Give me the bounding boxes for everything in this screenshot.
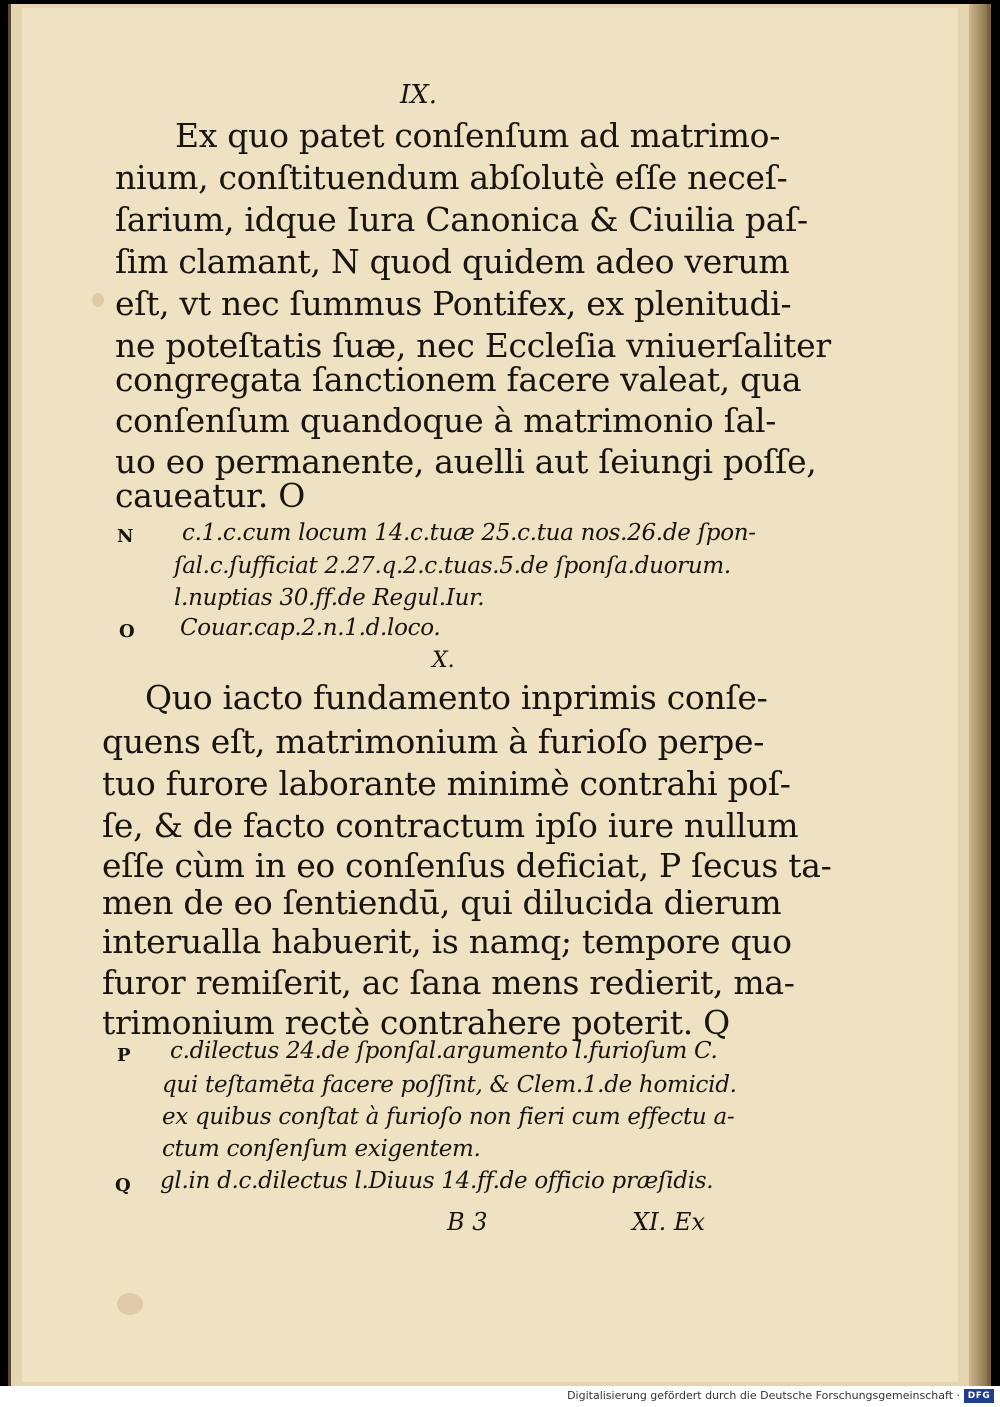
footnote-line: qui teſtamēta facere poſſint, & Clem.1.de homicid. bbox=[162, 1072, 737, 1098]
footnote-marker-o: O bbox=[119, 621, 135, 642]
dfg-logo: DFG bbox=[964, 1389, 994, 1403]
body-line: congregata ſanctionem facere valeat, qua bbox=[115, 360, 802, 399]
footnote-marker-q: Q bbox=[115, 1175, 131, 1196]
body-line: quens eſt, matrimonium à furioſo perpe- bbox=[102, 722, 765, 761]
body-line: tuo furore laborante minimè contrahi poſ- bbox=[102, 764, 791, 803]
body-line: ſe, & de facto contractum ipſo iure nullum bbox=[102, 806, 799, 845]
credit-text: Digitalisierung gefördert durch die Deutsche Forschungsgemeinschaft · bbox=[567, 1389, 960, 1402]
footnote-marker-n: N bbox=[117, 526, 134, 547]
footnote-line: c.dilectus 24.de ſponſal.argumento l.furioſum C. bbox=[170, 1038, 718, 1064]
section-heading-x: X. bbox=[432, 648, 455, 673]
credit-bar bbox=[0, 1386, 1000, 1407]
body-line: ſim clamant, N quod quidem adeo verum bbox=[115, 242, 790, 281]
footnote-line: ctum conſenſum exigentem. bbox=[162, 1136, 481, 1162]
footnote-line: c.1.c.cum locum 14.c.tuæ 25.c.tua nos.26.de ſpon- bbox=[182, 520, 756, 546]
footnote-line: ſal.c.ſufficiat 2.27.q.2.c.tuas.5.de ſponſa.duorum. bbox=[174, 553, 731, 579]
footnote-line: l.nuptias 30.ff.de Regul.Iur. bbox=[174, 585, 485, 611]
body-line: furor remiſerit, ac ſana mens redierit, ma- bbox=[102, 963, 795, 1002]
body-line: interualla habuerit, is namq; tempore quo bbox=[102, 922, 792, 961]
body-line: conſenſum quandoque à matrimonio ſal- bbox=[115, 401, 777, 440]
footnote-line: gl.in d.c.dilectus l.Diuus 14.ff.de officio præſidis. bbox=[160, 1168, 714, 1194]
body-line: eſt, vt nec ſummus Pontifex, ex plenitudi- bbox=[115, 284, 792, 323]
footnote-line: ex quibus conſtat à furioſo non fieri cum effectu a- bbox=[162, 1104, 735, 1130]
section-heading-ix: IX. bbox=[400, 80, 438, 110]
body-line: Ex quo patet conſenſum ad matrimo- bbox=[175, 116, 781, 155]
body-line: ſarium, idque Iura Canonica & Ciuilia paſ- bbox=[115, 200, 808, 239]
paper-stain bbox=[92, 293, 104, 307]
body-line: caueatur. O bbox=[115, 476, 306, 515]
body-line: Quo iacto fundamento inprimis conſe- bbox=[145, 678, 768, 717]
signature-mark: B 3 bbox=[447, 1208, 488, 1236]
body-line: eſſe cùm in eo conſenſus deficiat, P ſecus ta- bbox=[102, 846, 832, 885]
body-line: ne poteſtatis ſuæ, nec Eccleſia vniuerſaliter bbox=[115, 326, 831, 365]
catchword: XI. Ex bbox=[632, 1208, 705, 1236]
body-line: nium, conſtituendum abſolutè eſſe neceſ- bbox=[115, 158, 788, 197]
footnote-marker-p: P bbox=[117, 1045, 131, 1066]
book-page bbox=[22, 8, 958, 1382]
body-line: men de eo ſentiendū, qui dilucida dierum bbox=[102, 883, 782, 922]
footnote-line: Couar.cap.2.n.1.d.loco. bbox=[180, 615, 441, 641]
body-line: uo eo permanente, auelli aut ſeiungi poſſe, bbox=[115, 442, 817, 481]
body-line: trimonium rectè contrahere poterit. Q bbox=[102, 1003, 730, 1042]
page-gutter-shadow bbox=[969, 4, 987, 1386]
paper-stain bbox=[117, 1293, 143, 1315]
